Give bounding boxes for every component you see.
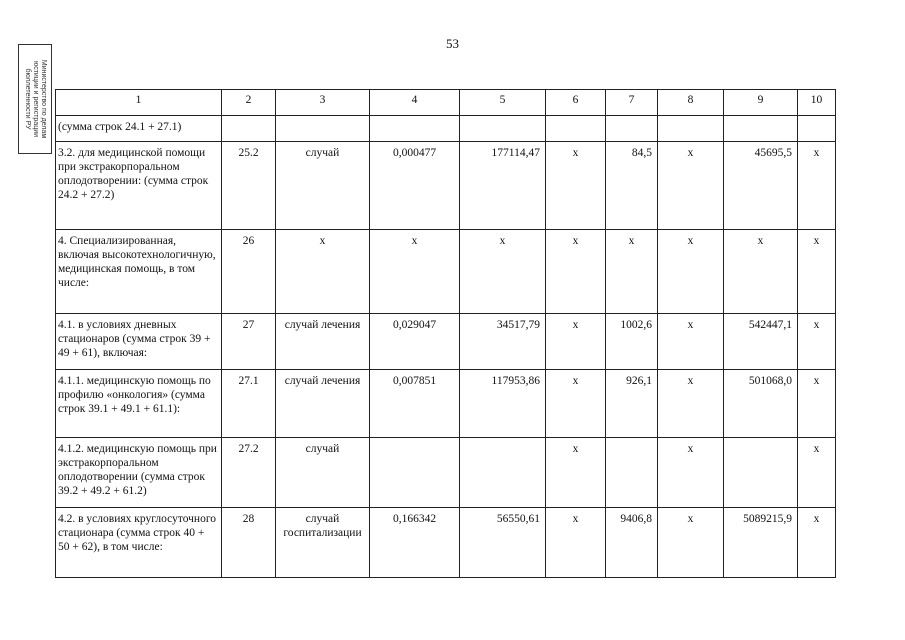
table-cell	[460, 116, 546, 142]
table-cell: 177114,47	[460, 142, 546, 230]
table-cell: случай	[276, 142, 370, 230]
row-label-cell: 3.2. для медицинской помощи при экстракорпоральном оплодотворении: (сумма строк 24.2 + 27.2)	[56, 142, 222, 230]
table-cell: 34517,79	[460, 314, 546, 370]
table-cell: х	[658, 370, 724, 438]
table-cell	[606, 116, 658, 142]
table-cell: х	[546, 370, 606, 438]
table-cell: х	[546, 230, 606, 314]
table-cell: х	[658, 142, 724, 230]
header-cell: 5	[460, 90, 546, 116]
table-cell: 542447,1	[724, 314, 798, 370]
table-cell: х	[546, 508, 606, 578]
table-row	[56, 116, 836, 142]
table-cell	[276, 116, 370, 142]
table-cell: х	[724, 230, 798, 314]
header-cell: 6	[546, 90, 606, 116]
table-cell	[370, 438, 460, 508]
row-label-cell: 4.1.1. медицинскую помощь по профилю «онкология» (сумма строк 39.1 + 49.1 + 61.1):	[56, 370, 222, 438]
table-cell: х	[798, 230, 836, 314]
table-cell: х	[276, 230, 370, 314]
table-cell	[460, 438, 546, 508]
table-cell: 1002,6	[606, 314, 658, 370]
table-cell: 27.2	[222, 438, 276, 508]
row-label-cell: (сумма строк 24.1 + 27.1)	[56, 116, 222, 142]
table-cell: 26	[222, 230, 276, 314]
table-cell	[724, 116, 798, 142]
table-cell: 5089215,9	[724, 508, 798, 578]
table-cell	[798, 116, 836, 142]
table-cell: случай госпитализации	[276, 508, 370, 578]
table-cell: х	[546, 438, 606, 508]
header-cell: 8	[658, 90, 724, 116]
header-cell: 10	[798, 90, 836, 116]
stamp-text: Министерство по делам юстиции и регистрации бюллетенности РУ	[24, 59, 47, 139]
page-number: 53	[446, 36, 459, 51]
table-cell: 117953,86	[460, 370, 546, 438]
table-row	[56, 230, 836, 314]
table-cell: х	[606, 230, 658, 314]
table-cell: случай	[276, 438, 370, 508]
table-cell: 25.2	[222, 142, 276, 230]
header-cell: 3	[276, 90, 370, 116]
table-cell	[658, 116, 724, 142]
table-header-row	[56, 90, 836, 116]
table-cell: 0,166342	[370, 508, 460, 578]
table-cell: х	[658, 230, 724, 314]
table-cell: х	[658, 438, 724, 508]
table-cell: 926,1	[606, 370, 658, 438]
table-row	[56, 314, 836, 370]
table-cell	[724, 438, 798, 508]
row-label-cell: 4. Специализированная, включая высокотехнологичную, медицинская помощь, в том числе:	[56, 230, 222, 314]
table-row	[56, 142, 836, 230]
header-cell: 7	[606, 90, 658, 116]
header-cell: 1	[56, 90, 222, 116]
table-cell: х	[798, 142, 836, 230]
header-cell: 4	[370, 90, 460, 116]
table-row	[56, 508, 836, 578]
table-cell: х	[798, 370, 836, 438]
table-cell: случай лечения	[276, 370, 370, 438]
header-cell: 9	[724, 90, 798, 116]
table-cell: 56550,61	[460, 508, 546, 578]
table-cell: х	[370, 230, 460, 314]
table-cell: 9406,8	[606, 508, 658, 578]
row-label-cell: 4.1. в условиях дневных стационаров (сумма строк 39 + 49 + 61), включая:	[56, 314, 222, 370]
table-cell: 0,000477	[370, 142, 460, 230]
table-cell: 0,007851	[370, 370, 460, 438]
table-cell: х	[546, 142, 606, 230]
table-cell: 0,029047	[370, 314, 460, 370]
table-cell: 27.1	[222, 370, 276, 438]
table-row	[56, 438, 836, 508]
header-cell: 2	[222, 90, 276, 116]
table-cell: х	[546, 314, 606, 370]
table-cell	[546, 116, 606, 142]
table-cell: х	[460, 230, 546, 314]
row-label-cell: 4.2. в условиях круглосуточного стационара (сумма строк 40 + 50 + 62), в том числе:	[56, 508, 222, 578]
registration-stamp	[18, 44, 52, 154]
table-cell	[222, 116, 276, 142]
table-cell: х	[798, 314, 836, 370]
table-cell: х	[798, 508, 836, 578]
table-cell: х	[658, 314, 724, 370]
table-cell: 45695,5	[724, 142, 798, 230]
data-table	[55, 89, 836, 578]
table-cell: 501068,0	[724, 370, 798, 438]
table-row	[56, 370, 836, 438]
table-cell	[370, 116, 460, 142]
table-cell: х	[658, 508, 724, 578]
row-label-cell: 4.1.2. медицинскую помощь при экстракорпоральном оплодотворении (сумма строк 39.2 + 49.2 + 61.2)	[56, 438, 222, 508]
table-cell	[606, 438, 658, 508]
table-cell: 84,5	[606, 142, 658, 230]
table-cell: 28	[222, 508, 276, 578]
table-cell: 27	[222, 314, 276, 370]
table-cell: х	[798, 438, 836, 508]
table-cell: случай лечения	[276, 314, 370, 370]
